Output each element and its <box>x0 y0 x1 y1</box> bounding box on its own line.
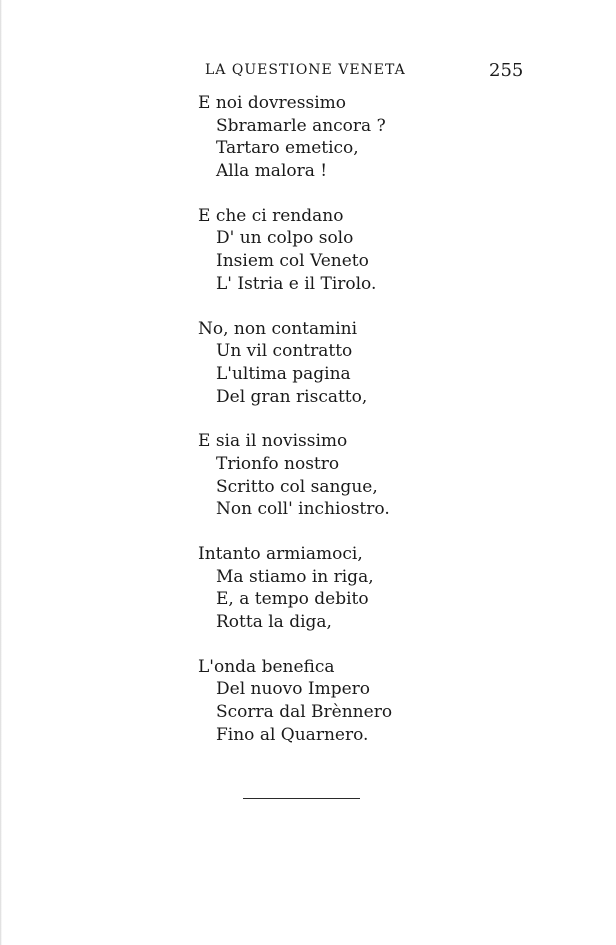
verse-line: Un vil contratto <box>216 341 353 362</box>
verse-line: Rotta la diga, <box>216 612 332 633</box>
stanza-1 <box>198 92 392 183</box>
verse-line: E sia il novissimo <box>198 431 348 452</box>
stanza-2 <box>198 205 392 296</box>
verse-line: Del gran riscatto, <box>216 386 368 407</box>
poem <box>198 92 392 769</box>
verse-line: Insiem col Veneto <box>216 251 369 272</box>
verse-line: Ma stiamo in riga, <box>216 566 374 587</box>
verse-line: Scorra dal Brènnero <box>216 702 393 723</box>
stanza-3 <box>198 318 392 409</box>
stanza-5 <box>198 543 392 634</box>
verse-line: Trionfo nostro <box>216 453 340 474</box>
verse-line: Scritto col sangue, <box>216 476 378 497</box>
verse-line: E, a tempo debito <box>216 589 369 610</box>
verse-line: Intanto armiamoci, <box>198 544 363 564</box>
page-number: 255 <box>489 60 524 81</box>
verse-line: Alla malora ! <box>216 161 328 182</box>
verse-line: Tartaro emetico, <box>216 138 359 159</box>
verse-line: Del nuovo Impero <box>216 679 371 700</box>
verse-line: L'onda benefica <box>198 656 335 677</box>
page-edge-shadow <box>0 0 2 945</box>
verse-line: D' un colpo solo <box>216 228 354 249</box>
verse-line: E noi dovressimo <box>198 93 346 113</box>
verse-line: E che ci rendano <box>198 205 344 226</box>
section-end-rule <box>243 798 360 799</box>
verse-line: L'ultima pagina <box>216 363 351 384</box>
verse-line: Sbramarle ancora ? <box>216 115 386 136</box>
verse-line: Fino al Quarnero. <box>216 724 369 745</box>
verse-line: L' Istria e il Tirolo. <box>216 273 377 294</box>
verse-line: Non coll' inchiostro. <box>216 499 390 520</box>
running-title: LA QUESTIONE VENETA <box>205 62 406 78</box>
verse-line: No, non contamini <box>198 318 358 339</box>
stanza-6 <box>198 656 392 747</box>
stanza-4 <box>198 430 392 521</box>
